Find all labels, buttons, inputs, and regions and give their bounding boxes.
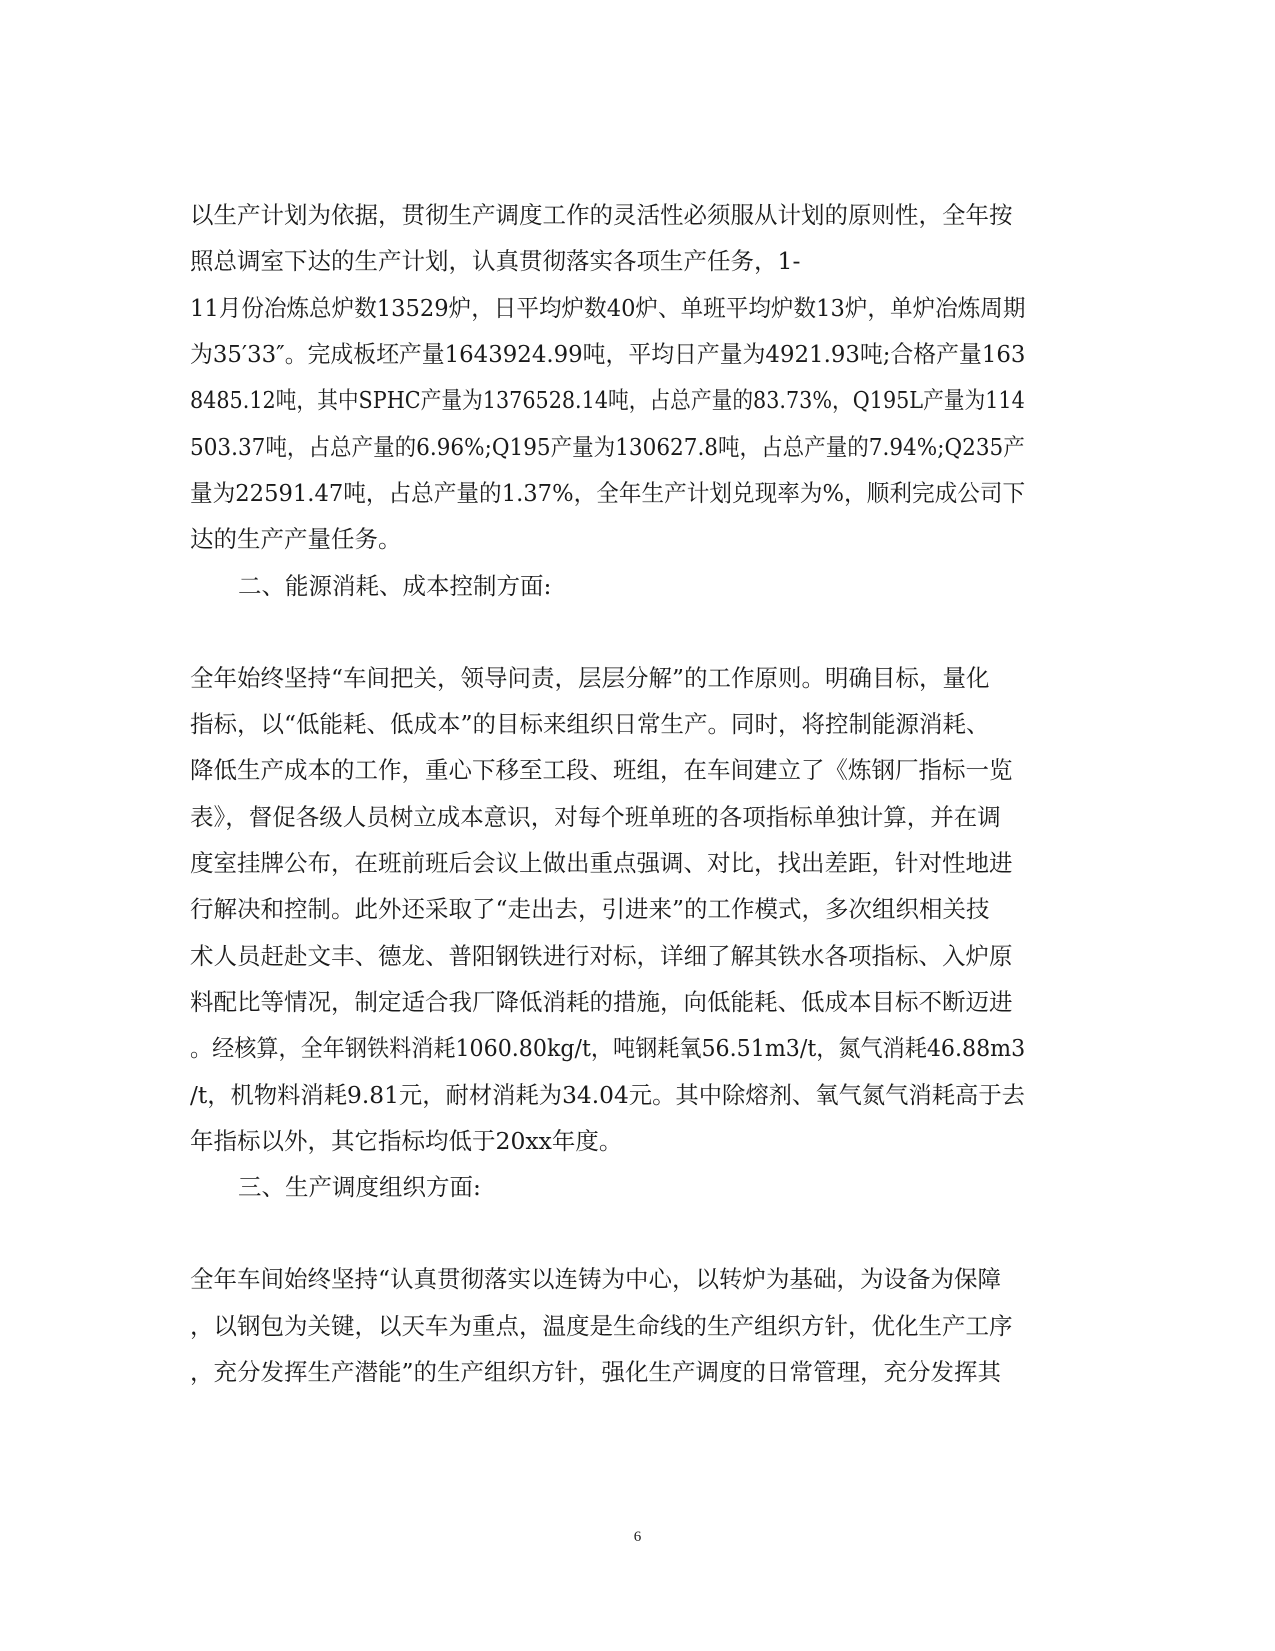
text-line: ，以钢包为关键，以天车为重点，温度是生命线的生产组织方针，优化生产工序 [190, 1312, 1013, 1340]
text-line: 为35′33″。完成板坯产量1643924.99吨，平均日产量为4921.93吨;合格产量163 [190, 340, 1026, 368]
text-line: 表》，督促各级人员树立成本意识，对每个班单班的各项指标单独计算，并在调 [190, 803, 1001, 831]
text-line: 503.37吨，占总产量的6.96%;Q195产量为130627.8吨，占总产量的7.94%;Q235产 [190, 433, 1025, 461]
text-line: 量为22591.47吨，占总产量的1.37%，全年生产计划兑现率为%，顺利完成公司下 [190, 479, 1026, 507]
text-line: 以生产计划为依据，贯彻生产调度工作的灵活性必须服从计划的原则性，全年按 [190, 201, 1013, 229]
text-line: 料配比等情况，制定适合我厂降低消耗的措施，向低能耗、低成本目标不断迈进 [190, 988, 1013, 1016]
text-line: 术人员赶赴文丰、德龙、普阳钢铁进行对标，详细了解其铁水各项指标、入炉原 [190, 942, 1013, 970]
page-number: 6 [633, 1529, 642, 1545]
section-heading: 二、能源消耗、成本控制方面: [238, 572, 552, 600]
text-line: 度室挂牌公布，在班前班后会议上做出重点强调、对比，找出差距，针对性地进 [190, 849, 1013, 877]
text-line: 全年车间始终坚持“认真贯彻落实以连铸为中心，以转炉为基础，为设备为保障 [190, 1265, 1002, 1293]
text-line: 降低生产成本的工作，重心下移至工段、班组，在车间建立了《炼钢厂指标一览 [190, 756, 1013, 784]
text-line: 行解决和控制。此外还采取了“走出去，引进来”的工作模式，多次组织相关技 [190, 895, 990, 923]
text-line: 照总调室下达的生产计划，认真贯彻落实各项生产任务，1- [190, 247, 801, 275]
text-line: 。经核算，全年钢铁料消耗1060.80kg/t，吨钢耗氧56.51m3/t，氮气消耗46.88m3 [190, 1034, 1026, 1062]
text-line: ，充分发挥生产潜能”的生产组织方针，强化生产调度的日常管理，充分发挥其 [190, 1358, 1002, 1386]
text-line: 全年始终坚持“车间把关，领导问责，层层分解”的工作原则。明确目标，量化 [190, 664, 990, 692]
text-line: 11月份冶炼总炉数13529炉，日平均炉数40炉、单班平均炉数13炉，单炉冶炼周期 [190, 294, 1026, 322]
section-heading: 三、生产调度组织方面: [238, 1173, 481, 1201]
text-line: 年指标以外，其它指标均低于20xx年度。 [190, 1127, 623, 1155]
text-line: /t，机物料消耗9.81元，耐材消耗为34.04元。其中除熔剂、氧气氮气消耗高于去 [190, 1081, 1025, 1109]
text-line: 8485.12吨，其中SPHC产量为1376528.14吨，占总产量的83.73%，Q195L产量为114 [190, 386, 1025, 414]
text-line: 达的生产产量任务。 [190, 525, 402, 553]
text-line: 指标，以“低能耗、低成本”的目标来组织日常生产。同时，将控制能源消耗、 [190, 710, 990, 738]
